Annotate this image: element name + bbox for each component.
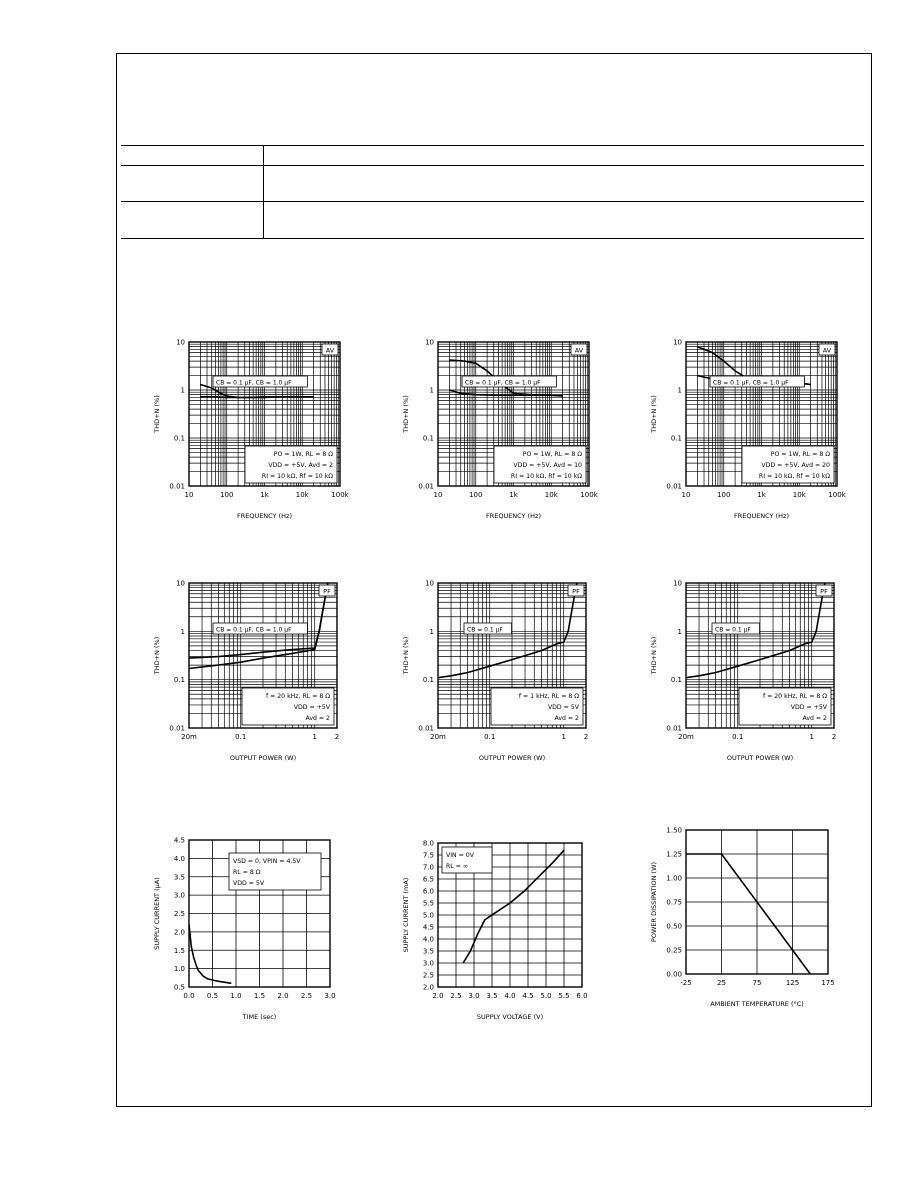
- x-tick-label: 1k: [260, 491, 269, 499]
- y-axis-title: THD+N (%): [402, 395, 410, 433]
- x-tick-label: 2: [583, 733, 589, 741]
- y-tick-label: 1: [180, 386, 185, 395]
- x-tick-label: 3.0: [324, 992, 336, 1000]
- y-tick-label: 0.00: [666, 970, 682, 979]
- y-tick-label: 0.01: [169, 482, 185, 491]
- y-tick-label: 0.1: [670, 434, 682, 443]
- x-tick-label: 175: [821, 979, 835, 987]
- x-tick-label: 25: [717, 979, 726, 987]
- x-tick-label: 5.5: [558, 992, 570, 1000]
- x-tick-label: 0.0: [183, 992, 195, 1000]
- conditions-line: VDD = +5V, Avd = 2: [268, 462, 333, 469]
- x-tick-label: 3.0: [468, 992, 480, 1000]
- conditions-line: RI = 10 kΩ, Rf = 10 kΩ: [261, 473, 333, 480]
- y-axis-title: POWER DISSIPATION (W): [650, 861, 658, 943]
- y-tick-label: 2.5: [422, 971, 434, 980]
- x-tick-label: 2.5: [450, 992, 462, 1000]
- y-tick-label: 0.01: [169, 724, 185, 733]
- chart-tag: AV: [574, 346, 584, 355]
- x-tick-label: 100k: [828, 491, 846, 499]
- y-axis-title: THD+N (%): [650, 636, 658, 675]
- x-tick-label: 6.0: [576, 992, 588, 1000]
- x-tick-label: 100: [469, 491, 483, 499]
- callout-label: CB = 0.1 µF: [467, 626, 503, 634]
- x-tick-label: 1k: [509, 491, 518, 499]
- y-tick-label: 0.1: [422, 676, 434, 685]
- x-tick-label: 0.5: [206, 992, 219, 1000]
- x-axis-title: OUTPUT POWER (W): [478, 754, 546, 762]
- x-axis-title: SUPPLY VOLTAGE (V): [476, 1013, 544, 1021]
- conditions-line: VDD = +5V: [790, 704, 827, 711]
- y-axis-title: SUPPLY CURRENT (mA): [402, 877, 410, 953]
- y-tick-label: 1.25: [666, 850, 682, 859]
- y-tick-label: 3.0: [422, 959, 434, 968]
- conditions-line: RL = 8 Ω: [233, 869, 261, 876]
- x-tick-label: 0.1: [235, 733, 247, 741]
- y-tick-label: 0.1: [173, 676, 185, 685]
- x-tick-label: 20m: [181, 733, 197, 741]
- y-tick-label: 1: [677, 386, 682, 395]
- y-tick-label: 4.0: [422, 935, 434, 944]
- y-tick-label: 0.1: [173, 434, 185, 443]
- conditions-line: PO = 1W, RL = 8 Ω: [522, 451, 582, 458]
- x-tick-label: 10: [681, 491, 691, 499]
- y-axis-title: THD+N (%): [153, 395, 161, 433]
- y-tick-label: 0.1: [422, 434, 434, 443]
- y-tick-label: 10: [425, 579, 434, 588]
- x-tick-label: 2.5: [300, 992, 313, 1000]
- y-tick-label: 10: [176, 338, 185, 347]
- conditions-line: VDD = 5V: [233, 880, 265, 887]
- x-tick-label: 1k: [757, 491, 766, 499]
- x-tick-label: 20m: [430, 733, 446, 741]
- x-tick-label: 0.1: [484, 733, 496, 741]
- conditions-line: RL = ∞: [446, 863, 469, 870]
- y-tick-label: 2.0: [173, 928, 185, 937]
- x-tick-label: 0.1: [732, 733, 744, 741]
- x-tick-label: 75: [752, 979, 762, 987]
- conditions-line: RI = 10 kΩ, Rf = 10 kΩ: [510, 473, 582, 480]
- y-tick-label: 1: [677, 627, 682, 636]
- series-line: [189, 583, 328, 658]
- series-line: [189, 925, 231, 984]
- x-axis-title: FREQUENCY (Hz): [236, 512, 293, 520]
- x-tick-label: 2.0: [432, 992, 444, 1000]
- conditions-line: Avd = 2: [305, 715, 330, 722]
- conditions-line: VDD = +5V, Avd = 10: [513, 462, 582, 469]
- x-tick-label: 100: [717, 491, 731, 499]
- y-tick-label: 5.5: [422, 899, 434, 908]
- chart-tag: AV: [822, 346, 832, 355]
- y-tick-label: 1: [429, 627, 434, 636]
- chart-tag: PF: [323, 587, 331, 596]
- y-tick-label: 2.5: [173, 910, 185, 918]
- conditions-line: Avd = 2: [554, 715, 579, 722]
- y-tick-label: 7.5: [422, 851, 434, 860]
- x-tick-label: 10k: [544, 491, 558, 499]
- y-tick-label: 8.0: [422, 839, 434, 848]
- y-tick-label: 0.01: [418, 724, 434, 733]
- x-tick-label: 1: [312, 733, 317, 741]
- y-tick-label: 10: [176, 579, 185, 588]
- y-tick-label: 1: [429, 386, 434, 395]
- series-line: [686, 854, 810, 974]
- x-axis-title: FREQUENCY (Hz): [485, 512, 542, 520]
- x-axis-title: OUTPUT POWER (W): [726, 754, 794, 762]
- x-tick-label: 2.0: [277, 992, 289, 1000]
- conditions-line: Avd = 2: [802, 715, 827, 722]
- y-tick-label: 0.75: [666, 898, 682, 907]
- x-axis-title: OUTPUT POWER (W): [229, 754, 297, 762]
- conditions-line: RI = 10 kΩ, Rf = 10 kΩ: [758, 473, 830, 480]
- x-tick-label: 100k: [580, 491, 598, 499]
- conditions-line: PO = 1W, RL = 8 Ω: [770, 451, 830, 458]
- conditions-line: PO = 1W, RL = 8 Ω: [273, 451, 333, 458]
- x-tick-label: 4.5: [522, 992, 534, 1000]
- y-tick-label: 0.01: [666, 724, 682, 733]
- series-line: [200, 397, 313, 398]
- y-axis-title: THD+N (%): [650, 395, 658, 433]
- x-tick-label: 125: [785, 979, 800, 987]
- y-tick-label: 3.5: [173, 873, 185, 882]
- y-tick-label: 6.5: [422, 875, 434, 884]
- x-tick-label: 10: [184, 491, 194, 499]
- conditions-line: f = 20 kHz, RL = 8 Ω: [265, 693, 330, 700]
- x-tick-label: 1: [561, 733, 566, 741]
- y-tick-label: 4.0: [173, 854, 185, 863]
- x-tick-label: 2: [334, 733, 340, 741]
- callout-label: CB = 0.1 µF: [715, 626, 751, 634]
- y-tick-label: 3.0: [173, 891, 185, 900]
- y-axis-title: THD+N (%): [402, 636, 410, 675]
- x-tick-label: 2: [831, 733, 837, 741]
- y-tick-label: 6.0: [422, 887, 434, 896]
- y-tick-label: 1.5: [173, 946, 185, 955]
- y-tick-label: 0.01: [418, 482, 434, 491]
- chart-tag: PF: [820, 587, 828, 596]
- y-tick-label: 0.1: [670, 676, 682, 685]
- callout-label: CB = 0.1 µF, CB = 1.0 µF: [216, 379, 292, 387]
- x-tick-label: 10k: [792, 491, 806, 499]
- callout-label: CB = 0.1 µF, CB = 1.0 µF: [216, 626, 292, 634]
- x-tick-label: 1: [809, 733, 814, 741]
- conditions-line: VIN = 0V: [446, 852, 474, 859]
- y-tick-label: 2.0: [422, 983, 434, 992]
- y-tick-label: 10: [425, 338, 434, 347]
- y-tick-label: 10: [673, 338, 682, 347]
- y-axis-title: SUPPLY CURRENT (µA): [153, 877, 161, 950]
- conditions-line: VDD = +5V: [293, 704, 330, 711]
- conditions-line: VDD = +5V, Avd = 20: [761, 462, 830, 469]
- y-axis-title: THD+N (%): [153, 636, 161, 675]
- y-tick-label: 0.50: [666, 922, 682, 931]
- x-tick-label: 10: [433, 491, 443, 499]
- x-tick-label: 100k: [331, 491, 349, 499]
- x-tick-label: 10k: [295, 491, 309, 499]
- x-tick-label: 1.5: [253, 992, 266, 1000]
- conditions-line: VSD = 0, VPIN = 4.5V: [233, 858, 301, 865]
- conditions-line: VDD = 5V: [547, 704, 579, 711]
- y-tick-label: 0.5: [173, 983, 185, 992]
- x-tick-label: 5.0: [540, 992, 552, 1000]
- y-tick-label: 3.5: [422, 947, 434, 956]
- callout-label: CB = 0.1 µF, CB = 1.0 µF: [713, 379, 789, 387]
- y-tick-label: 5.0: [422, 911, 434, 920]
- x-axis-title: TIME (sec): [242, 1013, 277, 1021]
- x-tick-label: 100: [220, 491, 234, 499]
- x-axis-title: FREQUENCY (Hz): [733, 512, 790, 520]
- conditions-line: f = 1 kHz, RL = 8 Ω: [518, 693, 579, 700]
- x-tick-label: 20m: [678, 733, 694, 741]
- chart-tag: AV: [325, 346, 335, 355]
- y-tick-label: 1.50: [666, 826, 682, 835]
- y-tick-label: 1: [180, 627, 185, 636]
- y-tick-label: 4.5: [422, 923, 434, 932]
- conditions-line: f = 20 kHz, RL = 8 Ω: [762, 693, 827, 700]
- x-tick-label: 3.5: [486, 992, 498, 1000]
- y-tick-label: 1.00: [666, 874, 682, 883]
- y-tick-label: 0.01: [666, 482, 682, 491]
- y-tick-label: 4.5: [173, 836, 185, 845]
- x-tick-label: 1.0: [230, 992, 242, 1000]
- x-axis-title: AMBIENT TEMPERATURE (°C): [710, 1000, 804, 1008]
- y-tick-label: 10: [673, 579, 682, 588]
- callout-label: CB = 0.1 µF, CB = 1.0 µF: [465, 379, 541, 387]
- x-tick-label: 4.0: [504, 992, 516, 1000]
- y-tick-label: 1.0: [173, 965, 185, 974]
- x-tick-label: -25: [680, 979, 692, 987]
- y-tick-label: 0.25: [666, 946, 682, 955]
- y-tick-label: 7.0: [422, 863, 434, 872]
- chart-tag: PF: [572, 587, 580, 596]
